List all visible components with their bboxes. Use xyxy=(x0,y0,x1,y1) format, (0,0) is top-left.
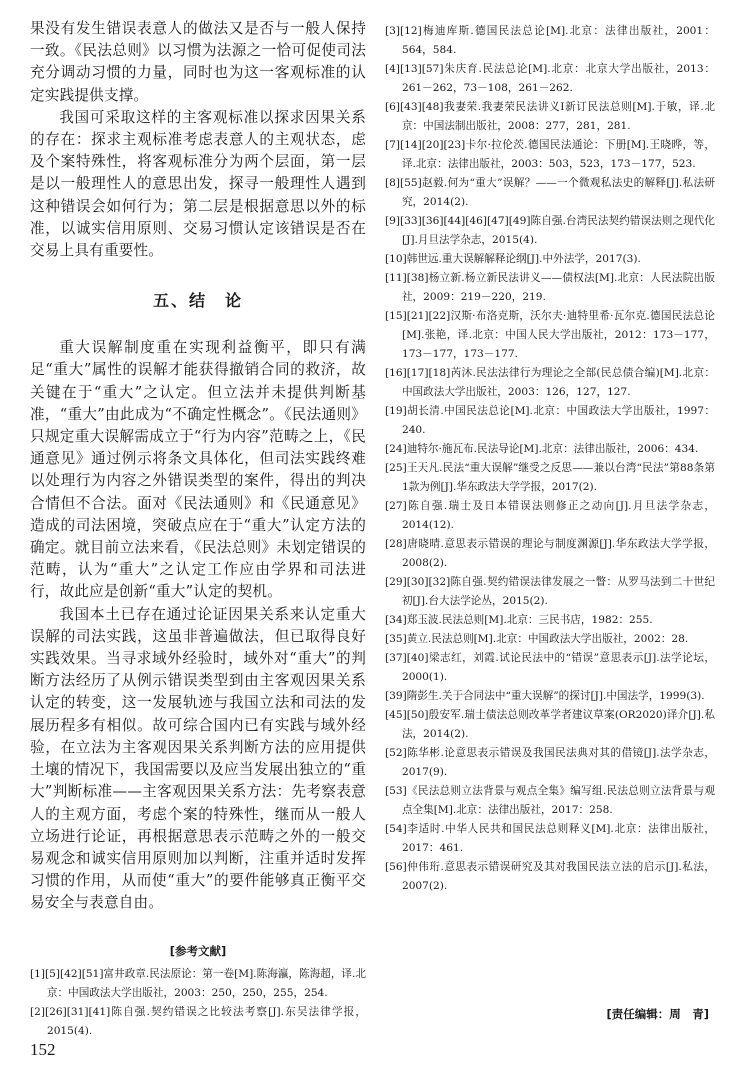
reference-item: [29][30][32]陈自强.契约错误法律发展之一瞥：从罗马法到二十世纪初[J].台大法学论丛，2015(2). xyxy=(385,576,715,607)
reference-item: [4][13][57]朱庆育.民法总论[M].北京：北京大学出版社，2013：261－262，73－108，261－262. xyxy=(385,63,715,94)
reference-item: [53]《民法总则立法背景与观点全集》编写组.民法总则立法背景与观点全集[M].北京：法律出版社，2017：258. xyxy=(385,785,715,816)
reference-item: [9][33][36][44][46][47][49]陈自强.台湾民法契约错误法则之现代化[J].月旦法学杂志，2015(4). xyxy=(385,215,715,246)
left-column xyxy=(30,18,366,1041)
reference-item: [19]胡长清.中国民法总论[M].北京：中国政法大学出版社，1997：240. xyxy=(385,405,715,436)
reference-item: [37][40]梁志红，刘霞.试论民法中的“错误”意思表示[J].法学论坛，2000(1). xyxy=(385,652,715,683)
reference-item: [39]隋彭生.关于合同法中“重大误解”的探讨[J].中国法学，1999(3). xyxy=(385,690,705,702)
page-number: 152 xyxy=(30,1040,56,1059)
reference-item: [24]迪特尔·施瓦布.民法导论[M].北京：法律出版社，2006：434. xyxy=(385,443,699,455)
reference-item: [45][50]殷安军.瑞士债法总则改革学者建议草案(OR2020)译介[J].私法，2014(2). xyxy=(385,709,715,740)
reference-item: [25]王天凡.民法“重大误解”继受之反思——兼以台湾“民法”第88条第1款为例[J].华东政法大学学报，2017(2). xyxy=(385,462,715,493)
body-paragraph: 果没有发生错误表意人的做法又是否与一般人保持一致。《民法总则》以习惯为法源之一恰可促使司法充分调动习惯的力量，同时也为这一客观标准的认定实践提供支撑。 xyxy=(30,20,366,104)
reference-item: [2][26][31][41]陈自强.契约错误之比较法考察[J].东吴法律学报，2015(4). xyxy=(30,1005,366,1037)
reference-item: [16][17][18]芮沐.民法法律行为理论之全部(民总债合编)[M].北京：中国政法大学出版社，2003：126，127，127. xyxy=(385,367,715,398)
reference-item: [1][5][42][51]富井政章.民法原论：第一卷[M].陈海瀛，陈海超，译.北京：中国政法大学出版社，2003：250，250，255，254. xyxy=(30,967,366,999)
section-title: 五、结 论 xyxy=(152,291,243,311)
reference-item: [34]郑玉波.民法总则[M].北京：三民书店，1982：255. xyxy=(385,614,653,626)
reference-item: [27]陈自强.瑞士及日本错误法则修正之动向[J].月旦法学杂志，2014(12). xyxy=(385,500,715,531)
body-paragraph: 我国可采取这样的主客观标准以探求因果关系的存在：探求主观标准考虑表意人的主观状态，虑及个案特殊性，将客观标准分为两个层面，第一层是以一般理性人的意思出发，探寻一般理性人遇到这种错误会如何行为；第二层是根据意思以外的标准，以诚实信用原则、交易习惯认定该错误是否在交易上具有重要性。 xyxy=(30,108,366,260)
reference-item: [7][14][20][23]卡尔·拉伦茨.德国民法通论：下册[M].王晓晔，等，译.北京：法律出版社，2003：503，523，173－177，523. xyxy=(385,139,715,170)
body-paragraph: 我国本土已存在通过论证因果关系来认定重大误解的司法实践，这虽非普遍做法，但已取得良好实践效果。当寻求域外经验时，域外对“重大”的判断方法经历了从例示错误类型到由主客观因果关系认定的转变，这一发展轨迹与我国立法和司法的发展历程多有相似。故可综合国内已有实践与域外经验，在立法为主客观因果关系判断方法的应用提供土壤的情况下，我国需要以及应当发展出独立的“重大”判断标准——主客观因果关系方法：先考察表意人的主观方面，考虑个案的特殊性，继而从一般人立场进行论证，再根据意思表示范畴之外的一般交易观念和诚实信用原则加以判断，注重并适时发挥习惯的作用，从而使“重大”的要件能够真正衡平交易安全与表意自由。 xyxy=(30,605,366,912)
reference-item: [11][38]杨立新.杨立新民法讲义——债权法[M].北京：人民法院出版社，2009：219－220，219. xyxy=(385,272,715,303)
reference-item: [28]唐晓晴.意思表示错误的理论与制度渊源[J].华东政法大学学报，2008(2). xyxy=(385,538,715,569)
reference-item: [52]陈华彬.论意思表示错误及我国民法典对其的借镜[J].法学杂志，2017(9). xyxy=(385,747,715,778)
right-column xyxy=(385,22,715,896)
reference-item: [6][43][48]我妻荣.我妻荣民法讲义Ⅰ新订民法总则[M].于敏，译.北京：中国法制出版社，2008：277，281，281. xyxy=(385,101,715,132)
reference-item: [10]韩世远.重大误解解释论纲[J].中外法学，2017(3). xyxy=(385,253,641,265)
reference-item: [3][12]梅迪库斯.德国民法总论[M].北京：法律出版社，2001：564，584. xyxy=(385,25,715,56)
reference-item: [56]仲伟珩.意思表示错误研究及其对我国民法立法的启示[J].私法，2007(2). xyxy=(385,861,715,892)
reference-item: [15][21][22]汉斯·布洛克斯，沃尔夫·迪特里希·瓦尔克.德国民法总论[M].张艳，译.北京：中国人民大学出版社，2012：173－177，173－177，173－177. xyxy=(385,310,715,360)
reference-item: [35]黄立.民法总则[M].北京：中国政法大学出版社，2002：28. xyxy=(385,633,689,645)
reference-item: [8][55]赵毅.何为“重大”误解？——一个微观私法史的解释[J].私法研究，2014(2). xyxy=(385,177,715,208)
body-paragraph: 重大误解制度重在实现利益衡平，即只有满足“重大”属性的误解才能获得撤销合同的救济，故关键在于“重大”之认定。但立法并未提供判断基准，“重大”由此成为“不确定性概念”。《民法通则》只规定重大误解需成立于“行为内容”范畴之上，《民通意见》通过例示将条文具体化，但司法实践终难以处理行为内容之外错误类型的案件，得出的判决合情但不合法。面对《民法通则》和《民通意见》造成的司法困境，突破点应在于“重大”认定方法的确定。就目前立法来看，《民法总则》未划定错误的范畴，认为“重大”之认定工作应由学界和司法进行，故此应是创新“重大”认定的契机。 xyxy=(30,339,366,601)
editor-note: [责任编辑：周 青] xyxy=(606,1007,709,1021)
reference-item: [54]李适时.中华人民共和国民法总则释义[M].北京：法律出版社，2017：461. xyxy=(385,823,715,854)
references-title: [参考文献] xyxy=(169,943,227,958)
